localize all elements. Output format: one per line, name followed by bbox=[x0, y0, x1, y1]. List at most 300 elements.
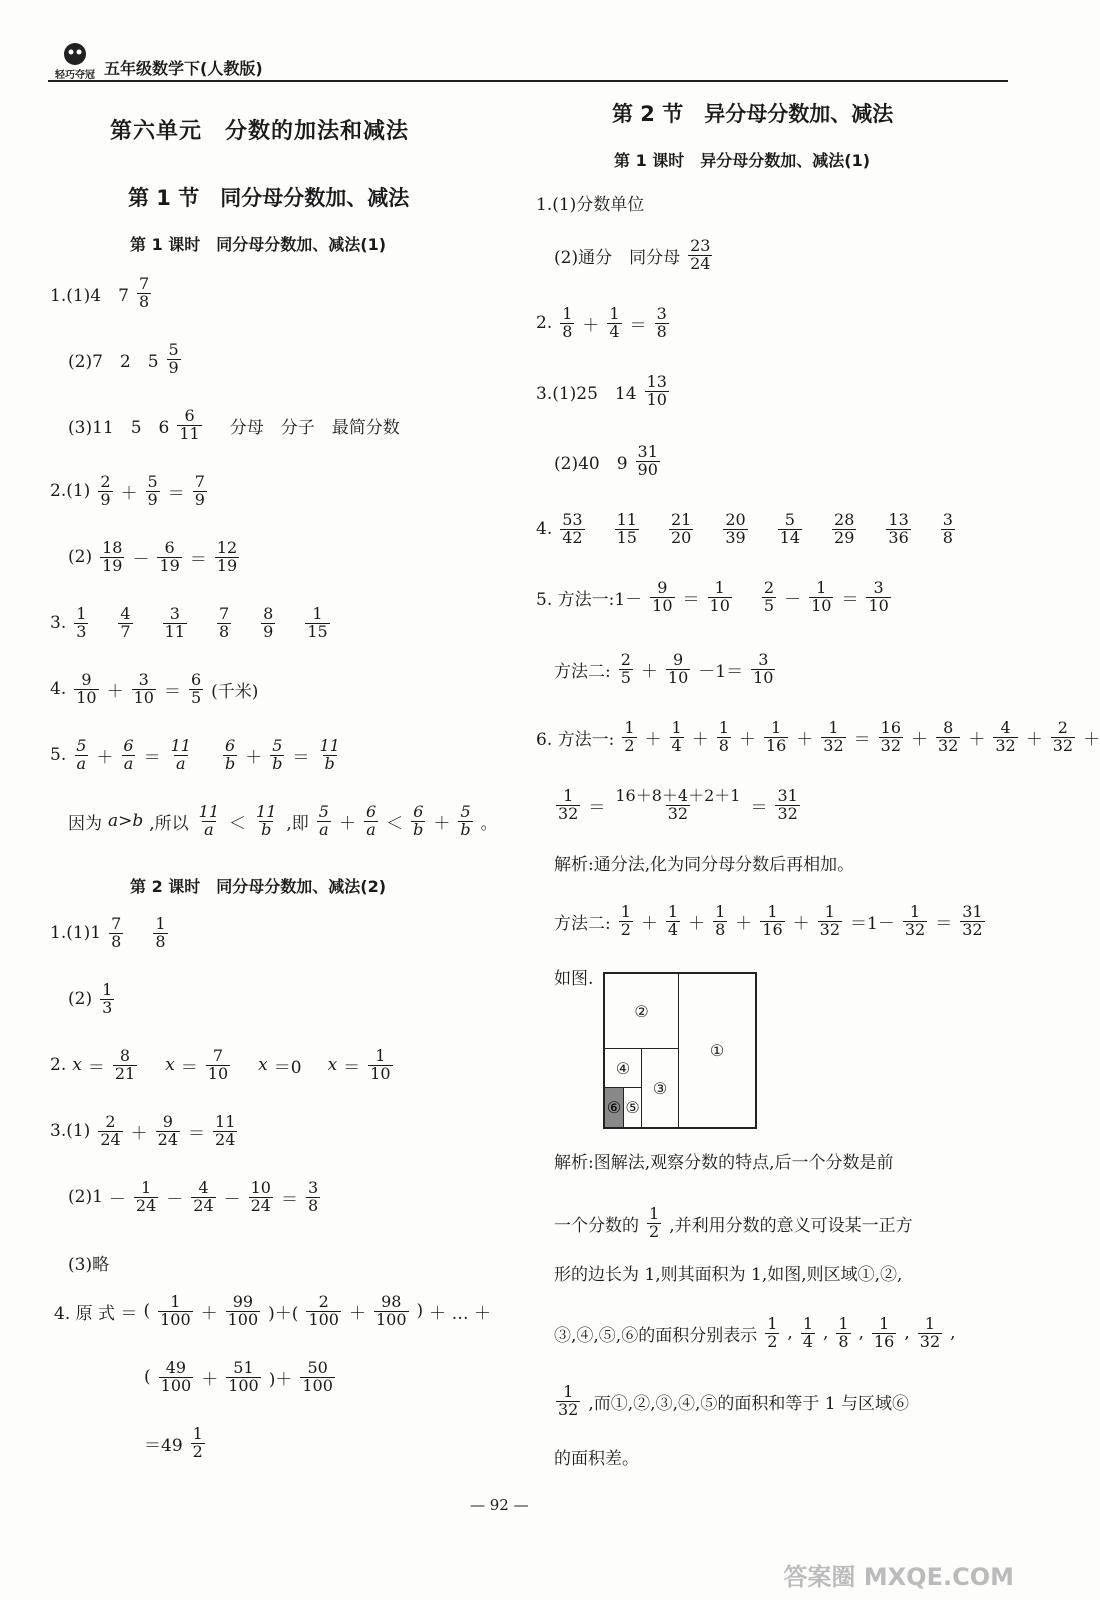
answer-line: 3. $\frac{1}{3}$ $\frac{4}{7}$ $\frac{3}{11}$ $\frac{7}{8}$ $\frac{8}{9}$ $\frac{1}{15}$ bbox=[50, 604, 328, 641]
fraction-denominator: 10 bbox=[207, 1063, 229, 1083]
fraction bbox=[778, 512, 802, 547]
section2-title: 第 2 节 异分母分数加、减法 bbox=[612, 102, 894, 126]
fraction-numerator: 16＋8＋4＋2＋1 bbox=[615, 786, 741, 805]
fraction-numerator: 1 bbox=[140, 1178, 152, 1197]
fraction-numerator: 3 bbox=[138, 670, 149, 689]
fraction-numerator: 1 bbox=[767, 902, 778, 921]
fraction-denominator: 24 bbox=[250, 1195, 271, 1215]
fraction-numerator: 2 bbox=[1057, 718, 1068, 737]
fraction bbox=[936, 720, 960, 755]
fraction-numerator: 6 bbox=[184, 406, 195, 425]
fraction bbox=[560, 306, 574, 341]
analysis-text: 形的边长为 1,则其面积为 1,如图,则区域①,②, bbox=[554, 1265, 903, 1285]
fraction-denominator: a bbox=[204, 819, 214, 839]
fraction-denominator: 10 bbox=[667, 667, 689, 687]
fraction bbox=[713, 904, 727, 939]
answer-line: ( $\frac{49}{100}$ ＋ $\frac{51}{100}$ )＋ $\frac{50}{100}$ bbox=[144, 1358, 333, 1395]
fraction bbox=[100, 540, 124, 575]
fraction bbox=[669, 512, 693, 547]
fraction-denominator: 32 bbox=[823, 735, 844, 755]
fraction-numerator: 49 bbox=[165, 1358, 187, 1377]
fraction-denominator: 9 bbox=[168, 357, 179, 377]
answer-line: 1.(1)1 $\frac{7}{8}$ $\frac{1}{8}$ bbox=[50, 914, 166, 951]
fraction-numerator: 11 bbox=[256, 802, 277, 821]
fraction-numerator: 1 bbox=[714, 578, 725, 597]
analysis-text: $\frac{1}{32}$ ,而①,②,③,④,⑤的面积和等于 1 与区域⑥ bbox=[558, 1382, 910, 1419]
fraction-numerator: 2 bbox=[763, 578, 775, 597]
fraction-numerator: 50 bbox=[307, 1358, 328, 1377]
fraction-denominator: 3 bbox=[102, 997, 113, 1017]
lesson2-title: 第 2 课时 同分母分数加、减法(2) bbox=[130, 877, 387, 896]
fraction-denominator: 2 bbox=[192, 1441, 203, 1461]
fraction-denominator: 11 bbox=[164, 621, 185, 641]
fraction bbox=[960, 904, 984, 939]
fraction-numerator: 11 bbox=[616, 510, 637, 529]
fraction-numerator: 5 bbox=[76, 736, 87, 755]
fraction-denominator: 100 bbox=[375, 1309, 407, 1329]
book-title: 五年级数学下(人教版) bbox=[104, 59, 263, 78]
fraction-numerator: 2 bbox=[318, 1292, 329, 1311]
fraction-denominator: 24 bbox=[215, 1129, 236, 1149]
fraction bbox=[751, 652, 775, 687]
fraction-denominator: a bbox=[319, 819, 329, 839]
fraction-denominator: 32 bbox=[558, 803, 579, 823]
fraction bbox=[213, 1114, 237, 1149]
fraction-numerator: 2 bbox=[105, 1112, 116, 1131]
watermark: 答案圈 MXQE.COM bbox=[783, 1563, 1014, 1591]
fraction-numerator: 3 bbox=[169, 604, 180, 623]
fraction-denominator: 11 bbox=[179, 423, 200, 443]
fraction bbox=[249, 1180, 273, 1215]
fraction bbox=[903, 904, 927, 939]
fraction bbox=[560, 512, 584, 547]
fraction-numerator: 31 bbox=[962, 902, 983, 921]
fraction-numerator: 1 bbox=[102, 980, 113, 999]
fraction-numerator: 1 bbox=[563, 1382, 574, 1401]
answer-line: 5. $\frac{5}{a}$ ＋ $\frac{6}{a}$ ＝ $\frac{11}{a}$ $\frac{6}{b}$ ＋ $\frac{5}{b}$ ＝ $\frac{11}{b}$ bbox=[50, 736, 340, 773]
section1-title: 第 1 节 同分母分数加、减法 bbox=[128, 186, 410, 210]
fraction-denominator: 32 bbox=[558, 1399, 579, 1419]
fraction bbox=[159, 1360, 194, 1395]
fraction-numerator: 98 bbox=[381, 1292, 402, 1311]
fraction bbox=[723, 512, 747, 547]
fraction-denominator: 10 bbox=[370, 1063, 391, 1083]
answer-line: 3.(1) $\frac{2}{24}$ ＋ $\frac{9}{24}$ ＝ $\frac{11}{24}$ bbox=[50, 1112, 236, 1149]
fraction bbox=[411, 804, 425, 839]
fraction-numerator: 1 bbox=[620, 902, 631, 921]
fraction bbox=[688, 238, 712, 273]
lesson1-title: 第 1 课时 同分母分数加、减法(1) bbox=[130, 235, 387, 254]
answer-line: $\frac{1}{32}$ ＝ $\frac{16+8+4+2+1}{32}$ ＝ $\frac{31}{32}$ bbox=[558, 786, 798, 823]
fraction-denominator: 100 bbox=[160, 1309, 191, 1329]
fraction-numerator: 1 bbox=[563, 786, 574, 805]
fraction-denominator: 14 bbox=[779, 527, 801, 547]
fraction bbox=[762, 580, 776, 615]
fraction-denominator: 3 bbox=[76, 621, 87, 641]
fraction-denominator: b bbox=[261, 819, 272, 839]
area-diagram bbox=[603, 972, 757, 1129]
fraction bbox=[941, 512, 955, 547]
fraction-numerator: 7 bbox=[218, 604, 230, 623]
fraction-numerator: 6 bbox=[164, 538, 175, 557]
fraction-denominator: 16 bbox=[762, 919, 783, 939]
fraction bbox=[636, 444, 660, 479]
fraction-denominator: 32 bbox=[938, 735, 959, 755]
fraction bbox=[1051, 720, 1075, 755]
fraction-denominator: 2 bbox=[624, 735, 635, 755]
fraction-numerator: 5 bbox=[460, 802, 471, 821]
answer-line: (2)1 － $\frac{1}{24}$ － $\frac{4}{24}$ － $\frac{10}{24}$ ＝ $\frac{3}{8}$ bbox=[68, 1178, 319, 1215]
answer-line: 2. x ＝ $\frac{8}{21}$ x ＝ $\frac{7}{10}$ x ＝0 x ＝ $\frac{1}{10}$ bbox=[50, 1046, 391, 1083]
fraction-denominator: 32 bbox=[880, 735, 901, 755]
fraction bbox=[158, 1294, 193, 1329]
fraction bbox=[137, 276, 151, 311]
fraction-denominator: 10 bbox=[709, 595, 730, 615]
lesson1-title-right: 第 1 课时 异分母分数加、减法(1) bbox=[614, 151, 871, 170]
unit-title: 第六单元 分数的加法和减法 bbox=[110, 119, 410, 144]
fraction bbox=[765, 1316, 779, 1351]
fraction bbox=[368, 1048, 392, 1083]
fraction-denominator: 32 bbox=[1052, 735, 1074, 755]
fraction-denominator: 32 bbox=[819, 919, 841, 939]
fraction bbox=[191, 1426, 205, 1461]
answer-line: (3)略 bbox=[68, 1255, 110, 1275]
fraction-numerator: 3 bbox=[307, 1178, 319, 1197]
fraction-numerator: 8 bbox=[943, 718, 954, 737]
fraction bbox=[645, 374, 669, 409]
answer-line: 因为 a>b ,所以 $\frac{11}{a}$ ＜ $\frac{11}{b}$ ,即 $\frac{5}{a}$ ＋ $\frac{6}{a}$ ＜ $\frac{6}{b}$ ＋ $\frac{5}{b}$ 。 bbox=[68, 802, 498, 839]
fraction-denominator: 10 bbox=[646, 389, 667, 409]
fraction-denominator: 21 bbox=[114, 1063, 136, 1083]
fraction-numerator: 11 bbox=[215, 1112, 236, 1131]
brand-logo bbox=[50, 38, 100, 82]
fraction-denominator: 9 bbox=[147, 489, 158, 509]
fraction bbox=[670, 720, 684, 755]
fraction-numerator: 31 bbox=[777, 786, 798, 805]
fraction bbox=[556, 788, 580, 823]
region-1: ① bbox=[678, 973, 756, 1128]
fraction-numerator: 1 bbox=[671, 718, 682, 737]
fraction bbox=[717, 720, 731, 755]
fraction-numerator: 11 bbox=[319, 736, 340, 755]
fraction-numerator: 6 bbox=[190, 670, 202, 689]
fraction-denominator: 10 bbox=[652, 595, 673, 615]
answer-line: 6. 方法一: $\frac{1}{2}$ ＋ $\frac{1}{4}$ ＋ $\frac{1}{8}$ ＋ $\frac{1}{16}$ ＋ $\frac{1}{32}$ ＝ $\frac{16}{32}$ ＋ $\frac{8}{32}$ ＋ $\frac{4}{32}$ ＋ $\frac{2}{32}$ ＋ bbox=[536, 718, 1100, 755]
fraction bbox=[306, 1180, 320, 1215]
analysis-text: 解析:图解法,观察分数的特点,后一个分数是前 bbox=[554, 1153, 894, 1173]
fraction-denominator: 7 bbox=[120, 621, 131, 641]
fraction bbox=[613, 788, 742, 823]
region-2: ② bbox=[604, 973, 679, 1049]
answer-line: (2)通分 同分母 $\frac{23}{24}$ bbox=[554, 236, 711, 273]
fraction-numerator: 1 bbox=[562, 304, 573, 323]
fraction-numerator: 1 bbox=[624, 718, 635, 737]
fraction-denominator: a bbox=[123, 753, 134, 773]
fraction-denominator: 2 bbox=[620, 919, 631, 939]
fraction-denominator: 4 bbox=[671, 735, 682, 755]
fraction-numerator: 1 bbox=[667, 902, 679, 921]
fraction bbox=[132, 672, 156, 707]
fraction bbox=[121, 738, 135, 773]
fraction-numerator: 1 bbox=[609, 304, 620, 323]
fraction bbox=[872, 1316, 896, 1351]
fraction-numerator: 9 bbox=[657, 578, 668, 597]
fraction-denominator: 32 bbox=[919, 1331, 941, 1351]
fraction bbox=[866, 580, 890, 615]
fraction-numerator: 3 bbox=[942, 510, 953, 529]
fraction-numerator: 6 bbox=[123, 736, 134, 755]
fraction-numerator: 2 bbox=[100, 472, 111, 491]
fraction-numerator: 6 bbox=[413, 802, 424, 821]
fraction-denominator: 42 bbox=[562, 527, 583, 547]
fraction-denominator: 2 bbox=[767, 1331, 778, 1351]
fraction bbox=[193, 474, 207, 509]
fraction-denominator: 90 bbox=[637, 459, 658, 479]
fraction-numerator: 1 bbox=[76, 604, 87, 623]
fraction-numerator: 51 bbox=[233, 1358, 254, 1377]
fraction bbox=[74, 738, 88, 773]
fraction-numerator: 1 bbox=[170, 1292, 181, 1311]
fraction-denominator: 5 bbox=[620, 667, 631, 687]
fraction-numerator: 13 bbox=[888, 510, 909, 529]
fraction bbox=[177, 408, 201, 443]
fraction-numerator: 23 bbox=[690, 236, 711, 255]
answer-line: 4. $\frac{53}{42}$ $\frac{11}{15}$ $\frac{21}{20}$ $\frac{20}{39}$ $\frac{5}{14}$ $\frac{28}{29}$ $\frac{13}{36}$ $\frac{3}{8}$ bbox=[536, 510, 953, 547]
analysis-text: ③,④,⑤,⑥的面积分别表示 $\frac{1}{2}$ , $\frac{1}{4}$ , $\frac{1}{8}$ , $\frac{1}{16}$ , $\frac{1}{32}$ , bbox=[554, 1314, 956, 1351]
fraction-numerator: 8 bbox=[119, 1046, 131, 1065]
fraction-denominator: 5 bbox=[190, 687, 202, 707]
fraction-denominator: 100 bbox=[308, 1309, 339, 1329]
fraction bbox=[261, 606, 275, 641]
fraction-numerator: 4 bbox=[198, 1178, 209, 1197]
fraction-denominator: 8 bbox=[155, 931, 166, 951]
fraction bbox=[113, 1048, 137, 1083]
fraction-denominator: 32 bbox=[962, 919, 983, 939]
fraction-denominator: 32 bbox=[777, 803, 798, 823]
fraction bbox=[74, 606, 88, 641]
fraction-numerator: 13 bbox=[646, 372, 667, 391]
answer-line: 1.(1)分数单位 bbox=[536, 195, 645, 215]
fraction-denominator: 32 bbox=[995, 735, 1016, 755]
fraction-denominator: 100 bbox=[302, 1375, 333, 1395]
fraction-denominator: 8 bbox=[138, 291, 150, 311]
fraction bbox=[226, 1360, 261, 1395]
fraction-denominator: 16 bbox=[765, 735, 787, 755]
fraction-denominator: 8 bbox=[718, 735, 729, 755]
answer-line: 方法二: $\frac{2}{5}$ ＋ $\frac{9}{10}$ －1＝ $\frac{3}{10}$ bbox=[554, 650, 774, 687]
fraction-numerator: 5 bbox=[168, 340, 179, 359]
fraction-denominator: 15 bbox=[307, 621, 328, 641]
fraction-numerator: 1 bbox=[838, 1314, 849, 1333]
fraction bbox=[226, 1294, 261, 1329]
fraction bbox=[305, 606, 329, 641]
fraction-numerator: 6 bbox=[365, 802, 377, 821]
fraction-denominator: 24 bbox=[690, 253, 711, 273]
fraction-numerator: 1 bbox=[924, 1314, 936, 1333]
fraction bbox=[100, 982, 114, 1017]
answer-line: 1.(1)4 7 $\frac{7}{8}$ bbox=[50, 274, 150, 311]
fraction-numerator: 12 bbox=[216, 538, 238, 557]
fraction-numerator: 1 bbox=[828, 718, 839, 737]
region-5: ⑤ bbox=[623, 1087, 642, 1128]
fraction-denominator: 36 bbox=[888, 527, 909, 547]
fraction-numerator: 1 bbox=[802, 1314, 813, 1333]
fraction-numerator: 10 bbox=[250, 1178, 271, 1197]
fraction-numerator: 28 bbox=[834, 510, 855, 529]
fraction-numerator: 1 bbox=[192, 1424, 203, 1443]
fraction-denominator: 20 bbox=[670, 527, 692, 547]
analysis-text: 一个分数的 $\frac{1}{2}$ ,并利用分数的意义可设某一正方 bbox=[554, 1204, 913, 1241]
fraction-denominator: 19 bbox=[159, 555, 180, 575]
fraction bbox=[607, 306, 621, 341]
fraction-denominator: 9 bbox=[194, 489, 205, 509]
fraction-numerator: 3 bbox=[656, 304, 667, 323]
fraction-denominator: 10 bbox=[811, 595, 832, 615]
fraction bbox=[764, 720, 788, 755]
fraction bbox=[650, 580, 674, 615]
fraction-numerator: 7 bbox=[212, 1046, 224, 1065]
fraction bbox=[191, 1180, 215, 1215]
fraction bbox=[146, 474, 160, 509]
fraction-denominator: 8 bbox=[838, 1331, 849, 1351]
fraction bbox=[836, 1316, 850, 1351]
fraction-denominator: b bbox=[460, 819, 471, 839]
fraction-numerator: 5 bbox=[272, 736, 283, 755]
fraction-numerator: 1 bbox=[715, 902, 726, 921]
fraction bbox=[619, 904, 633, 939]
answer-line: 2. $\frac{1}{8}$ ＋ $\frac{1}{4}$ ＝ $\frac{3}{8}$ bbox=[536, 304, 667, 341]
fraction bbox=[169, 738, 193, 773]
fraction bbox=[206, 1048, 230, 1083]
fraction-denominator: 100 bbox=[160, 1375, 192, 1395]
fraction bbox=[708, 580, 732, 615]
figure-label: 如图. bbox=[554, 969, 594, 989]
fraction-denominator: 9 bbox=[263, 621, 274, 641]
fraction-numerator: 3 bbox=[873, 578, 884, 597]
fraction-denominator: 100 bbox=[228, 1375, 259, 1395]
fraction-numerator: 99 bbox=[232, 1292, 254, 1311]
fraction bbox=[879, 720, 903, 755]
fraction-numerator: 1 bbox=[155, 914, 166, 933]
answer-line: (2) $\frac{1}{3}$ bbox=[68, 980, 113, 1017]
fraction-denominator: 10 bbox=[868, 595, 889, 615]
fraction-numerator: 3 bbox=[758, 650, 769, 669]
fraction bbox=[458, 804, 472, 839]
fraction-numerator: 1 bbox=[879, 1314, 890, 1333]
fraction-denominator: 8 bbox=[942, 527, 953, 547]
fraction-denominator: 8 bbox=[562, 321, 573, 341]
fraction-denominator: 24 bbox=[100, 1129, 121, 1149]
fraction bbox=[270, 738, 284, 773]
region-4: ④ bbox=[604, 1048, 642, 1088]
fraction-numerator: 8 bbox=[263, 604, 274, 623]
fraction bbox=[306, 1294, 341, 1329]
region-3: ③ bbox=[641, 1048, 679, 1128]
fraction bbox=[374, 1294, 409, 1329]
fraction bbox=[254, 804, 278, 839]
answer-line: 3.(1)25 14 $\frac{13}{10}$ bbox=[536, 372, 667, 409]
fraction-denominator: 9 bbox=[100, 489, 111, 509]
fraction-denominator: 39 bbox=[725, 527, 746, 547]
fraction-denominator: 10 bbox=[133, 687, 154, 707]
fraction-numerator: 6 bbox=[225, 736, 236, 755]
fraction-numerator: 4 bbox=[1000, 718, 1011, 737]
fraction-numerator: 9 bbox=[673, 650, 684, 669]
fraction-numerator: 7 bbox=[194, 472, 205, 491]
answer-line: 5. 方法一:1－ $\frac{9}{10}$ ＝ $\frac{1}{10}$ $\frac{2}{5}$ － $\frac{1}{10}$ ＝ $\frac{3}{10}$ bbox=[536, 578, 889, 615]
fraction-numerator: 5 bbox=[318, 802, 329, 821]
fraction bbox=[153, 916, 167, 951]
fraction-numerator: 1 bbox=[375, 1046, 386, 1065]
fraction-numerator: 11 bbox=[170, 736, 191, 755]
fraction-denominator: 19 bbox=[216, 555, 238, 575]
answer-line: (2)7 2 5 $\frac{5}{9}$ bbox=[68, 340, 179, 377]
fraction bbox=[809, 580, 833, 615]
answer-line: ＝49 $\frac{1}{2}$ bbox=[144, 1424, 203, 1461]
fraction-denominator: a bbox=[76, 753, 87, 773]
fraction-numerator: 18 bbox=[102, 538, 123, 557]
fraction bbox=[215, 540, 239, 575]
region-6: ⑥ bbox=[604, 1087, 624, 1128]
fraction-numerator: 1 bbox=[909, 902, 921, 921]
header-divider bbox=[48, 80, 1008, 82]
fraction bbox=[821, 720, 845, 755]
fraction-denominator: 24 bbox=[157, 1129, 179, 1149]
answer-line: 2.(1) $\frac{2}{9}$ ＋ $\frac{5}{9}$ ＝ $\frac{7}{9}$ bbox=[50, 472, 205, 509]
fraction bbox=[167, 342, 181, 377]
fraction-numerator: 2 bbox=[620, 650, 631, 669]
fraction-denominator: 8 bbox=[111, 931, 122, 951]
answer-line: 4. $\frac{9}{10}$ ＋ $\frac{3}{10}$ ＝ $\frac{6}{5}$ (千米) bbox=[50, 670, 259, 707]
fraction-numerator: 31 bbox=[637, 442, 658, 461]
fraction-denominator: 8 bbox=[218, 621, 230, 641]
fraction-numerator: 5 bbox=[147, 472, 158, 491]
fraction-numerator: 53 bbox=[562, 510, 583, 529]
page-number: — 92 — bbox=[470, 1496, 529, 1514]
fraction bbox=[118, 606, 132, 641]
fraction bbox=[300, 1360, 335, 1395]
fraction bbox=[223, 738, 237, 773]
answer-line: (3)11 5 6 $\frac{6}{11}$ 分母 分子 最简分数 bbox=[68, 406, 400, 443]
fraction-denominator: 4 bbox=[802, 1331, 813, 1351]
fraction-numerator: 21 bbox=[670, 510, 692, 529]
fraction bbox=[993, 720, 1017, 755]
fraction bbox=[156, 1114, 180, 1149]
fraction-numerator: 7 bbox=[138, 274, 150, 293]
svg-text:轻巧夺冠: 轻巧夺冠 bbox=[55, 70, 95, 81]
fraction bbox=[163, 606, 187, 641]
fraction bbox=[134, 1180, 158, 1215]
fraction-numerator: 16 bbox=[880, 718, 901, 737]
fraction bbox=[818, 904, 842, 939]
fraction bbox=[918, 1316, 942, 1351]
fraction-denominator: 24 bbox=[193, 1195, 214, 1215]
fraction-numerator: 1 bbox=[771, 718, 782, 737]
fraction bbox=[189, 672, 203, 707]
fraction-numerator: 4 bbox=[120, 604, 131, 623]
fraction-numerator: 1 bbox=[312, 604, 323, 623]
fraction-numerator: 1 bbox=[816, 578, 827, 597]
fraction-denominator: b bbox=[272, 753, 283, 773]
fraction-denominator: 29 bbox=[834, 527, 855, 547]
fraction-numerator: 9 bbox=[81, 670, 92, 689]
fraction bbox=[655, 306, 669, 341]
fraction-denominator: 8 bbox=[656, 321, 667, 341]
analysis-text: 解析:通分法,化为同分母分数后再相加。 bbox=[554, 855, 855, 875]
fraction bbox=[98, 1114, 122, 1149]
fraction bbox=[886, 512, 910, 547]
fraction-denominator: b bbox=[413, 819, 424, 839]
